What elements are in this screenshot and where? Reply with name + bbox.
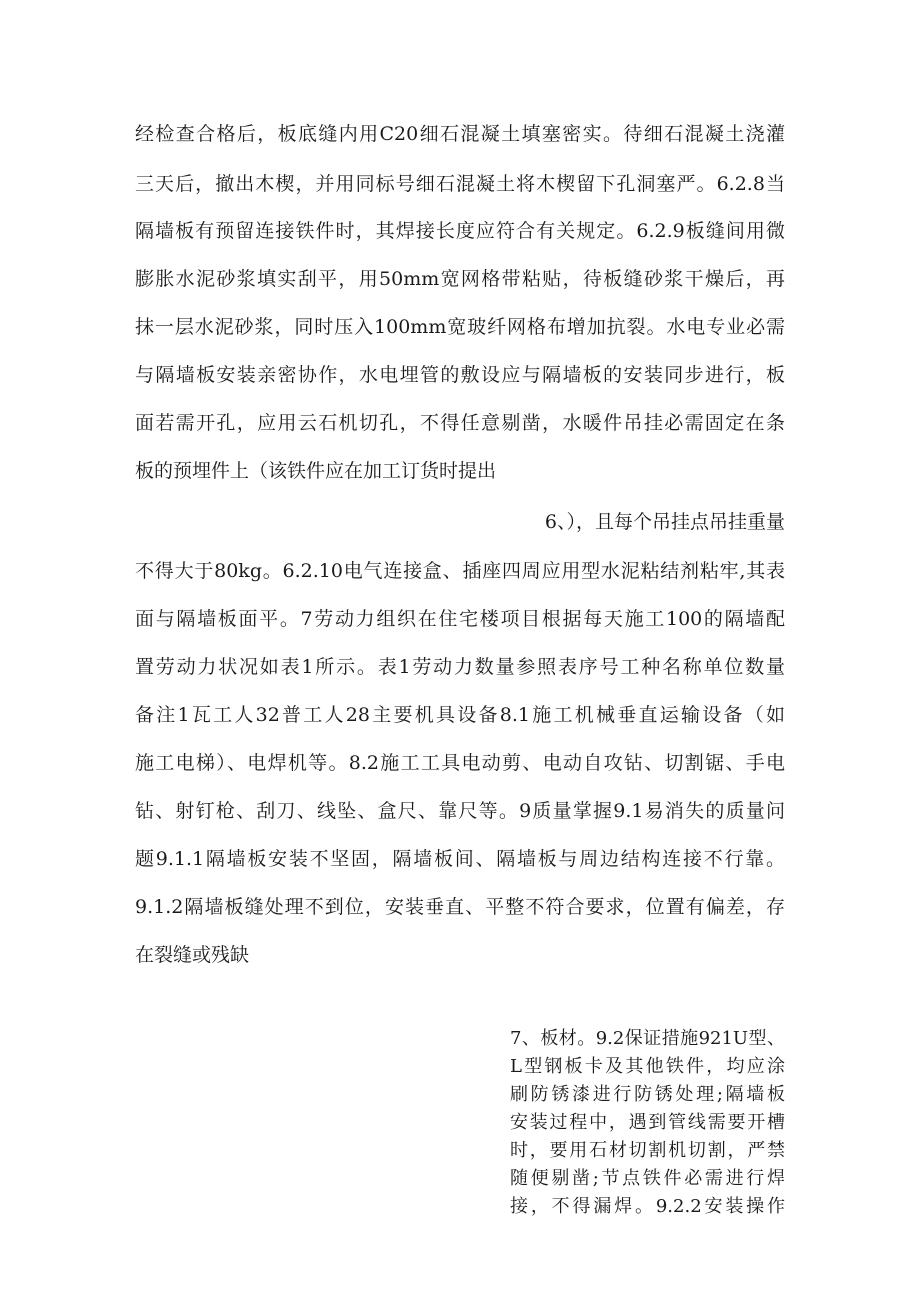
text-line: 三天后，撤出木楔，并用同标号细石混凝土将木楔留下孔洞塞严。6.2.8当 xyxy=(135,173,785,195)
column-line: 随便剔凿;节点铁件必需进行焊 xyxy=(510,1168,785,1189)
text-line: 题9.1.1隔墙板安装不坚固，隔墙板间、隔墙板与周边结构连接不行靠。 xyxy=(135,848,785,870)
text-line: 施工电梯）、电焊机等。8.2施工工具电动剪、电动自攻钻、切割锯、手电 xyxy=(135,752,785,774)
column-line: L型钢板卡及其他铁件，均应涂 xyxy=(510,1056,785,1077)
text-line: 9.1.2隔墙板缝处理不到位，安装垂直、平整不符合要求，位置有偏差，存 xyxy=(135,896,785,918)
text-line: 隔墙板有预留连接铁件时，其焊接长度应符合有关规定。6.2.9板缝间用微 xyxy=(135,220,785,242)
text-line: 抹一层水泥砂浆，同时压入100mm宽玻纤网格布增加抗裂。水电专业必需 xyxy=(135,316,785,338)
text-line: 经检查合格后，板底缝内用C20细石混凝土填塞密实。待细石混凝土浇灌 xyxy=(135,123,785,145)
text-line: 钻、射钉枪、刮刀、线坠、盒尺、靠尺等。9质量掌握9.1易消失的质量问 xyxy=(135,800,785,822)
text-line: 面若需开孔，应用云石机切孔，不得任意剔凿，水暖件吊挂必需固定在条 xyxy=(135,412,785,434)
narrow-column xyxy=(510,1025,785,1221)
text-line: 与隔墙板安装亲密协作，水电埋管的敷设应与隔墙板的安装同步进行，板 xyxy=(135,364,785,386)
text-line: 膨胀水泥砂浆填实刮平，用50mm宽网格带粘贴，待板缝砂浆干燥后，再 xyxy=(135,268,785,290)
column-line: 时，要用石材切割机切割，严禁 xyxy=(510,1140,785,1161)
text-line: 置劳动力状况如表1所示。表1劳动力数量参照表序号工种名称单位数量 xyxy=(135,656,785,678)
column-line: 安装过程中，遇到管线需要开槽 xyxy=(510,1112,785,1133)
right-aligned-line: 6、），且每个吊挂点吊挂重量 xyxy=(544,511,785,533)
text-line: 面与隔墙板面平。7劳动力组织在住宅楼项目根据每天施工100的隔墙配 xyxy=(135,608,785,630)
text-line: 备注1瓦工人32普工人28主要机具设备8.1施工机械垂直运输设备（如 xyxy=(135,704,785,726)
text-line: 板的预埋件上（该铁件应在加工订货时提出 xyxy=(135,460,497,482)
column-line: 7、板材。9.2保证措施921U型、 xyxy=(510,1028,785,1049)
column-line: 刷防锈漆进行防锈处理;隔墙板 xyxy=(510,1084,785,1105)
text-line: 不得大于80kg。6.2.10电气连接盒、插座四周应用型水泥粘结剂粘牢,其表 xyxy=(135,560,785,582)
text-line: 在裂缝或残缺 xyxy=(135,944,250,966)
column-line: 接，不得漏焊。9.2.2安装操作 xyxy=(510,1196,785,1217)
